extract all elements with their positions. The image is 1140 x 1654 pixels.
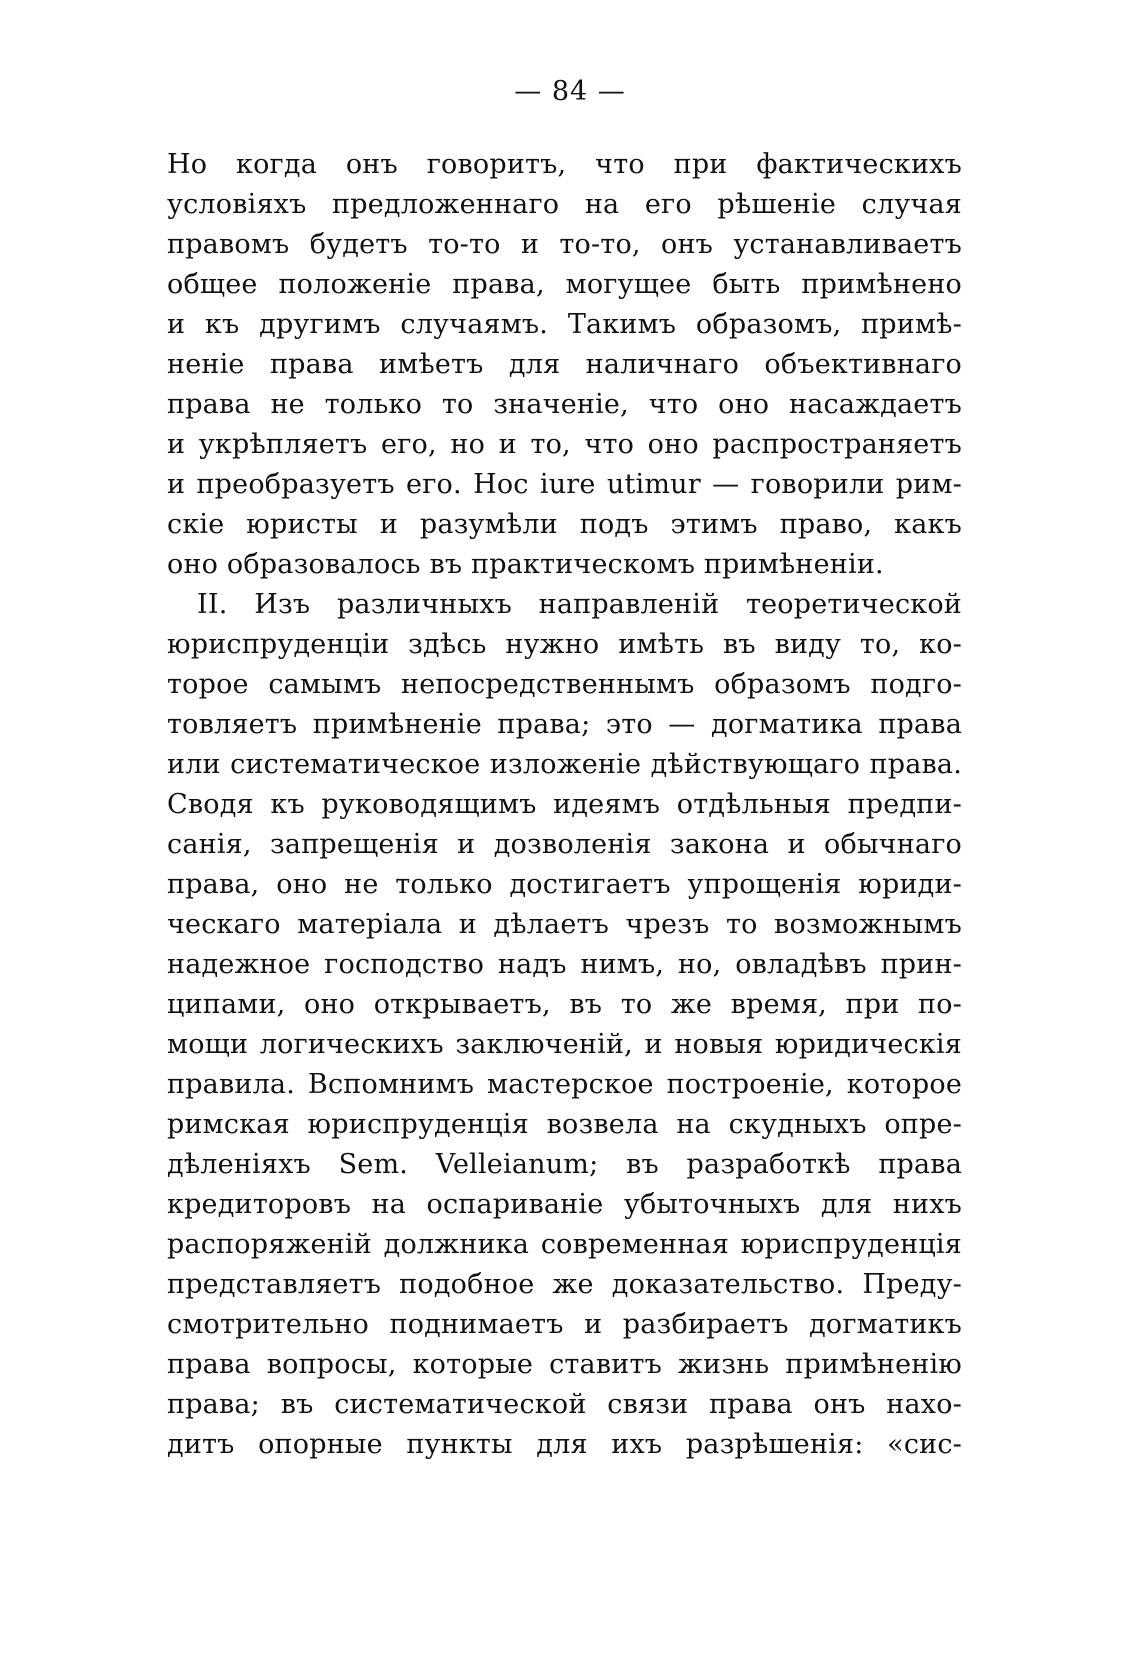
- text-line: мощи логическихъ заключеній, и новыя юридическія: [167, 1029, 962, 1060]
- text-line: Но когда онъ говоритъ, что при фактическихъ: [167, 149, 962, 180]
- text-line: оно образовалось въ практическомъ примѣненіи.: [167, 549, 884, 580]
- text-line: права; въ систематической связи права онъ нахо-: [167, 1389, 962, 1420]
- body-text: [167, 145, 962, 1465]
- text-line: неніе права имѣетъ для наличнаго объективнаго: [167, 349, 962, 380]
- text-line: распоряженій должника современная юриспруденція: [167, 1229, 962, 1260]
- paragraph-2: [167, 585, 962, 1465]
- text-line: и преобразуетъ его. Hoc iure utimur — говорили рим-: [167, 469, 962, 500]
- text-line: дѣленіяхъ Sem. Velleianum; въ разработкѣ права: [167, 1149, 962, 1180]
- text-line: правила. Вспомнимъ мастерское построеніе, которое: [167, 1069, 962, 1100]
- text-line: скіе юристы и разумѣли подъ этимъ право, какъ: [167, 509, 962, 540]
- text-line: II. Изъ различныхъ направленій теоретической: [197, 589, 962, 620]
- paragraph-1: [167, 145, 962, 585]
- text-line: товляетъ примѣненіе права; это — догматика права: [167, 709, 962, 740]
- text-line: кредиторовъ на оспариваніе убыточныхъ для нихъ: [167, 1189, 962, 1220]
- text-line: смотрительно поднимаетъ и разбираетъ догматикъ: [167, 1309, 962, 1340]
- text-line: надежное господство надъ нимъ, но, овладѣвъ прин-: [167, 949, 962, 980]
- text-line: римская юриспруденція возвела на скудныхъ опре-: [167, 1109, 962, 1140]
- text-line: и къ другимъ случаямъ. Такимъ образомъ, примѣ-: [167, 309, 962, 340]
- text-line: юриспруденціи здѣсь нужно имѣть въ виду то, ко-: [167, 629, 962, 660]
- text-line: права не только то значеніе, что оно насаждаетъ: [167, 389, 962, 420]
- text-line: торое самымъ непосредственнымъ образомъ подго-: [167, 669, 962, 700]
- text-line: ципами, оно открываетъ, въ то же время, при по-: [167, 989, 962, 1020]
- text-line: представляетъ подобное же доказательство. Преду-: [167, 1269, 962, 1300]
- text-line: права, оно не только достигаетъ упрощенія юриди-: [167, 869, 962, 900]
- text-line: и укрѣпляетъ его, но и то, что оно распространяетъ: [167, 429, 962, 460]
- text-line: правомъ будетъ то-то и то-то, онъ устанавливаетъ: [167, 229, 962, 260]
- text-line: санія, запрещенія и дозволенія закона и обычнаго: [167, 829, 962, 860]
- page-number: — 84 —: [514, 76, 626, 107]
- text-line: дитъ опорные пункты для ихъ разрѣшенія: «сис-: [167, 1429, 962, 1460]
- text-line: Сводя къ руководящимъ идеямъ отдѣльныя предпи-: [167, 789, 962, 820]
- text-line: условіяхъ предложеннаго на его рѣшеніе случая: [167, 189, 962, 220]
- text-line: права вопросы, которые ставитъ жизнь примѣненію: [167, 1349, 962, 1380]
- text-line: общее положеніе права, могущее быть примѣнено: [167, 269, 962, 300]
- text-line: или систематическое изложеніе дѣйствующаго права.: [167, 749, 962, 780]
- text-line: ческаго матеріала и дѣлаетъ чрезъ то возможнымъ: [167, 909, 962, 940]
